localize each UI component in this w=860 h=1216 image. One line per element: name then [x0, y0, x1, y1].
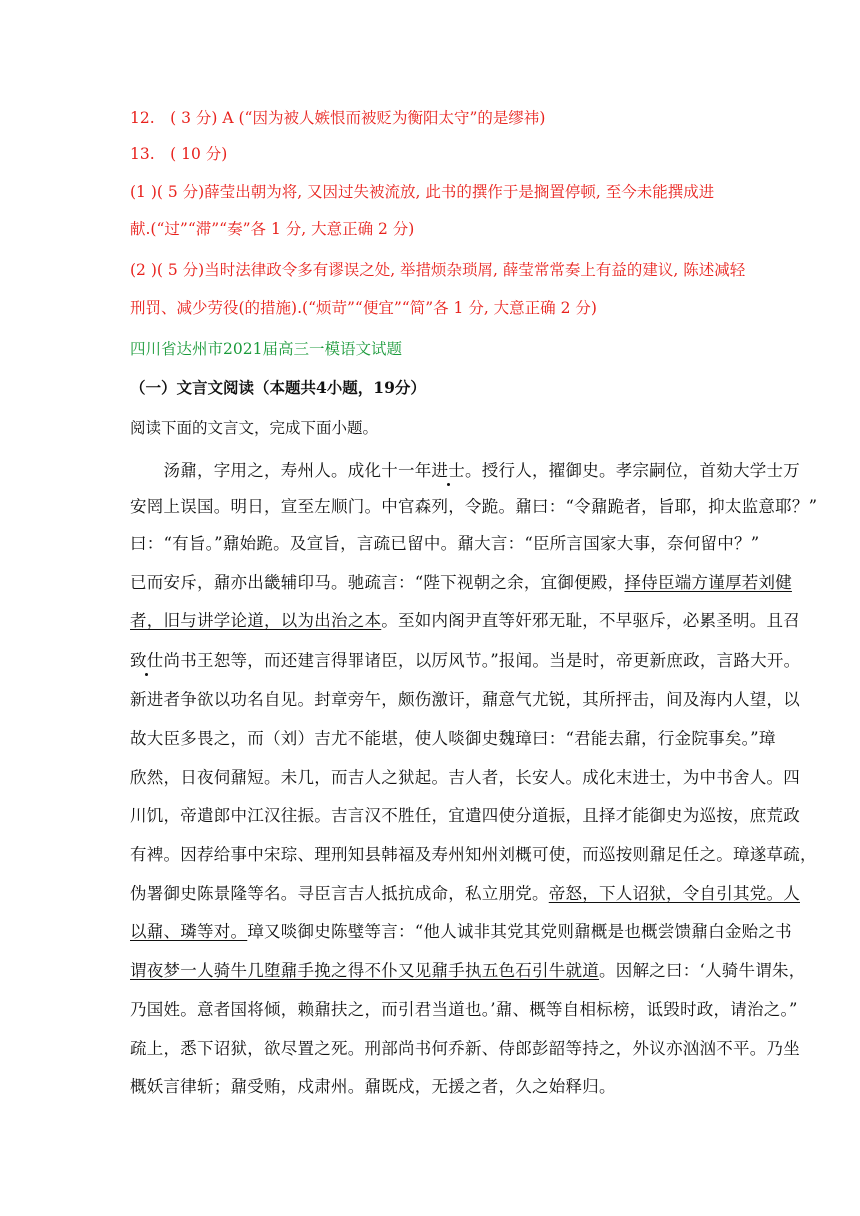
underlined-sentence: 帝怒，下人诏狱，令自引其党。人 [548, 884, 800, 903]
passage-line: 者，旧与讲学论道，以为出治之本。至如内阁尹直等奸邪无耻，不早驱斥，必累圣明。且召 [130, 611, 800, 630]
passage-line: 故大臣多畏之，而（刘）吉尤不能堪，使人啖御史魏璋曰：“君能去鼐，行金院事矣。”璋 [130, 729, 776, 748]
passage-line: 新进者争欲以功名自见。封章旁午，颇伤激讦，鼐意气尤锐，其所抨击，间及海内人望，以 [130, 690, 800, 709]
underlined-sentence: 者，旧与讲学论道，以为出治之本 [130, 611, 382, 630]
answer-13-2-line1: (2 )( 5 分)当时法律政令多有谬误之处, 举措烦杂琐屑, 薛莹常常奏上有益的建议, 陈述减轻 [130, 261, 746, 279]
passage-line: 伪署御史陈景隆等名。寻臣言吉人抵抗成命，私立朋党。帝怒，下人诏狱，令自引其党。人 [130, 884, 800, 903]
answer-13-1-line1: (1 )( 5 分)薛莹出朝为将, 又因过失被流放, 此书的撰作于是搁置停顿, 至今未能撰成进 [130, 183, 715, 201]
passage-line: 致仕尚书王恕等，而还建言得罪诸臣，以厉风节。”报闻。当是时，帝更新庶政，言路大开。 [130, 651, 801, 670]
underlined-sentence: 谓夜梦一人骑牛几堕鼐手挽之得不仆又见鼐手执五色石引牛就道 [130, 961, 599, 980]
passage-line: 乃国姓。意者国将倾，赖鼐扶之，而引君当道也。’鼐、概等自相标榜，诋毁时政，请治之。” [130, 1000, 798, 1019]
passage-line: 曰：“有旨。”鼐始跪。及宣旨，言疏已留中。鼐大言：“臣所言国家大事，奈何留中？” [130, 534, 760, 553]
exam-title: 四川省达州市2021届高三一模语文试题 [130, 340, 402, 358]
emphasis-dots: 进士 [431, 461, 465, 480]
section-heading: （一）文言文阅读（本题共4小题，19分） [130, 378, 426, 397]
emphasis-dots: 致仕 [130, 651, 164, 670]
underlined-sentence: 择侍臣端方谨厚若刘健 [624, 573, 792, 592]
passage-line: 以鼐、璘等对。璋又啖御史陈璧等言：“他人诚非其党其党则鼐概是也概尝馈鼐白金贻之书 [130, 922, 792, 941]
answer-13-2-line2: 刑罚、减少劳役(的措施).(“烦苛”“便宜”“简”各 1 分, 大意正确 2 分) [130, 299, 597, 317]
passage-line: 谓夜梦一人骑牛几堕鼐手挽之得不仆又见鼐手执五色石引牛就道。因解之曰：‘人骑牛谓朱， [130, 961, 806, 980]
instruction-text: 阅读下面的文言文，完成下面小题。 [130, 419, 379, 437]
passage-line: 汤鼐，字用之，寿州人。成化十一年进士。授行人，擢御史。孝宗嗣位，首劾大学士万 [130, 461, 800, 480]
passage-line: 已而安斥，鼐亦出畿辅印马。驰疏言：“陛下视朝之余，宜御便殿，择侍臣端方谨厚若刘健 [130, 573, 792, 592]
passage-line: 概妖言律斩；鼐受贿，戍肃州。鼐既戍，无援之者，久之始释归。 [130, 1077, 616, 1096]
passage-line: 川饥，帝遣郎中江汉往振。吉言汉不胜任，宜遣四使分道振，且择才能御史为巡按，庶荒政 [130, 806, 800, 825]
answer-13-heading: 13. ( 10 分) [130, 145, 228, 163]
answer-12: 12. ( 3 分) A (“因为被人嫉恨而被贬为衡阳太守”的是缪祎) [130, 109, 546, 127]
answer-13-1-line2: 献.(“过”“滞”“奏”各 1 分, 大意正确 2 分) [130, 220, 415, 238]
passage-line: 安罔上误国。明日，宣至左顺门。中官森列，令跪。鼐曰：“令鼐跪者，旨耶，抑太监意耶？” [130, 497, 818, 516]
passage-line: 有裨。因荐给事中宋琮、理刑知县韩福及寿州知州刘概可使，而巡按则鼐足任之。璋遂草疏， [130, 845, 817, 864]
underlined-sentence: 以鼐、璘等对。 [130, 922, 248, 941]
passage-line: 欣然，日夜伺鼐短。未几，而吉人之狱起。吉人者，长安人。成化末进士，为中书舍人。四 [130, 768, 800, 787]
passage-line: 疏上，悉下诏狱，欲尽置之死。刑部尚书何乔新、侍郎彭韶等持之，外议亦汹汹不平。乃坐 [130, 1039, 800, 1058]
